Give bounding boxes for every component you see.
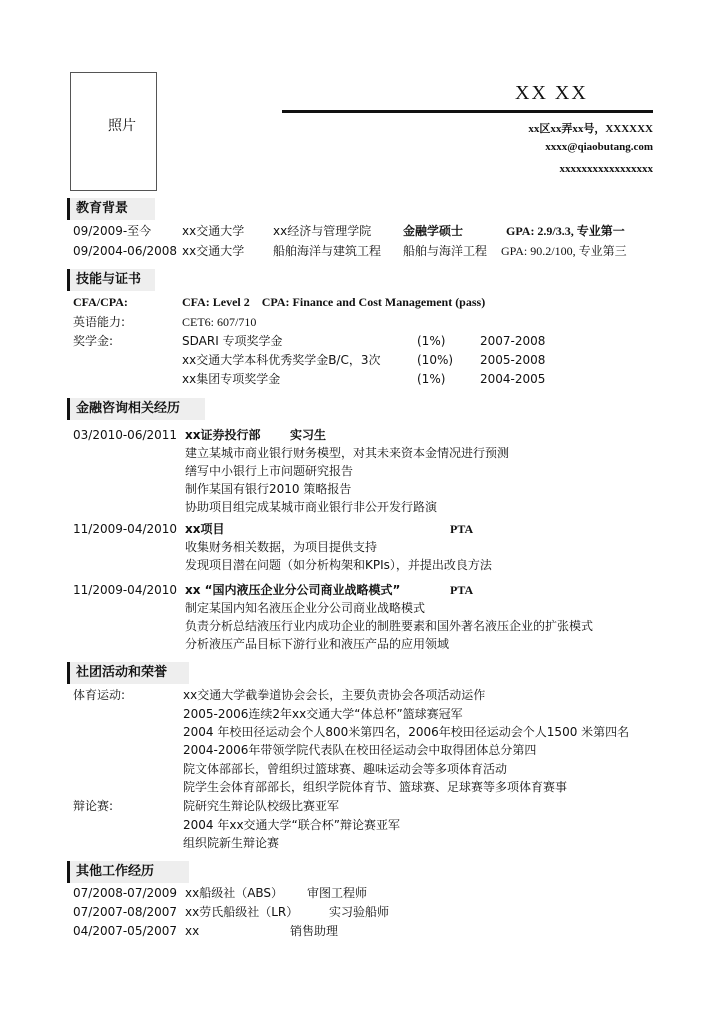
label: 英语能力: — [73, 315, 126, 329]
value: CFA: Level 2 CPA: Finance and Cost Management (pass) — [182, 295, 486, 309]
scholarship-name: xx集团专项奖学金 — [182, 372, 281, 386]
date: 09/2009-至今 — [73, 224, 152, 238]
department: 船舶海洋与建筑工程 — [273, 244, 382, 258]
activity-item: 院研究生辩论队校级比赛亚军 — [183, 799, 340, 813]
job-detail: 发现项目潜在问题（如分析构架和KPIs），并提出改良方法 — [185, 558, 492, 572]
section-skills: 技能与证书 — [67, 269, 155, 291]
date: 07/2007-08/2007 — [73, 905, 178, 919]
photo-label: 照片 — [108, 118, 136, 134]
sports-label: 体育运动: — [73, 688, 126, 702]
date: 09/2004-06/2008 — [73, 244, 178, 258]
school: xx交通大学 — [182, 244, 245, 258]
section-finance: 金融咨询相关经历 — [67, 398, 205, 420]
org: xx “国内液压企业分公司商业战略模式” — [185, 583, 401, 597]
job-detail: 收集财务相关数据，为项目提供支持 — [185, 540, 378, 554]
scholarship-years: 2005-2008 — [480, 353, 546, 367]
candidate-name: XX XX — [515, 82, 588, 104]
value: CET6: 607/710 — [182, 315, 257, 329]
date: 03/2010-06/2011 — [73, 428, 178, 442]
department: xx经济与管理学院 — [273, 224, 372, 238]
job-detail: 分析液压产品目标下游行业和液压产品的应用领域 — [185, 637, 450, 651]
major: 金融学硕士 — [403, 224, 464, 238]
job-detail: 缮写中小银行上市问题研究报告 — [185, 464, 354, 478]
section-activities: 社团活动和荣誉 — [67, 662, 189, 684]
scholarship-pct: (1%) — [417, 334, 446, 348]
role: 实习生 — [290, 428, 327, 442]
date: 11/2009-04/2010 — [73, 583, 178, 597]
debate-label: 辩论赛: — [73, 799, 114, 813]
job-detail: 协助项目组完成某城市商业银行非公开发行路演 — [185, 500, 438, 514]
job-detail: 制定某国内知名液压企业分公司商业战略模式 — [185, 601, 426, 615]
address: xx区xx弄xx号，XXXXXX — [528, 123, 653, 135]
org: xx劳氏船级社（LR） — [185, 905, 299, 919]
scholarship-years: 2007-2008 — [480, 334, 546, 348]
role: PTA — [450, 522, 474, 536]
activity-item: 院文体部部长，曾组织过篮球赛、趣味运动会等多项体育活动 — [183, 762, 508, 776]
org: xx — [185, 924, 200, 938]
activity-item: 2004-2006年带领学院代表队在校田径运动会中取得团体总分第四 — [183, 743, 537, 757]
job-detail: 建立某城市商业银行财务模型，对其未来资本金情况进行预测 — [185, 446, 510, 460]
section-other-work: 其他工作经历 — [67, 861, 189, 883]
activity-item: 2004 年xx交通大学“联合杯”辩论赛亚军 — [183, 818, 400, 832]
org: xx船级社（ABS） — [185, 886, 284, 900]
label: 奖学金: — [73, 334, 114, 348]
activity-item: 组织院新生辩论赛 — [183, 836, 280, 850]
date: 07/2008-07/2009 — [73, 886, 178, 900]
school: xx交通大学 — [182, 224, 245, 238]
activity-item: 2005-2006连续2年xx交通大学“体总杯”篮球赛冠军 — [183, 707, 463, 721]
job-detail: 制作某国有银行2010 策略报告 — [185, 482, 352, 496]
role: 实习验船师 — [329, 905, 390, 919]
gpa: GPA: 2.9/3.3, 专业第一 — [506, 224, 625, 238]
major: 船舶与海洋工程 — [403, 244, 488, 258]
job-detail: 负责分析总结液压行业内成功企业的制胜要素和国外著名液压企业的扩张模式 — [185, 619, 594, 633]
role: 销售助理 — [290, 924, 339, 938]
scholarship-name: xx交通大学本科优秀奖学金B/C，3次 — [182, 353, 381, 367]
scholarship-name: SDARI 专项奖学金 — [182, 334, 283, 348]
date: 04/2007-05/2007 — [73, 924, 178, 938]
scholarship-pct: (10%) — [417, 353, 454, 367]
phone: xxxxxxxxxxxxxxxxx — [559, 163, 653, 175]
label: CFA/CPA: — [73, 295, 128, 309]
scholarship-years: 2004-2005 — [480, 372, 546, 386]
section-education: 教育背景 — [67, 198, 155, 220]
org: xx证券投行部 — [185, 428, 261, 442]
photo-placeholder — [70, 72, 157, 191]
gpa: GPA: 90.2/100, 专业第三 — [501, 244, 627, 258]
role: PTA — [450, 583, 474, 597]
activity-item: 院学生会体育部部长，组织学院体育节、篮球赛、足球赛等多项体育赛事 — [183, 780, 568, 794]
header-rule — [282, 110, 653, 113]
role: 审图工程师 — [307, 886, 368, 900]
email: xxxx@qiaobutang.com — [545, 141, 653, 153]
date: 11/2009-04/2010 — [73, 522, 178, 536]
activity-item: 2004 年校田径运动会个人800米第四名，2006年校田径运动会个人1500 米第四名 — [183, 725, 630, 739]
scholarship-pct: (1%) — [417, 372, 446, 386]
org: xx项目 — [185, 522, 225, 536]
activity-item: xx交通大学截拳道协会会长，主要负责协会各项活动运作 — [183, 688, 486, 702]
